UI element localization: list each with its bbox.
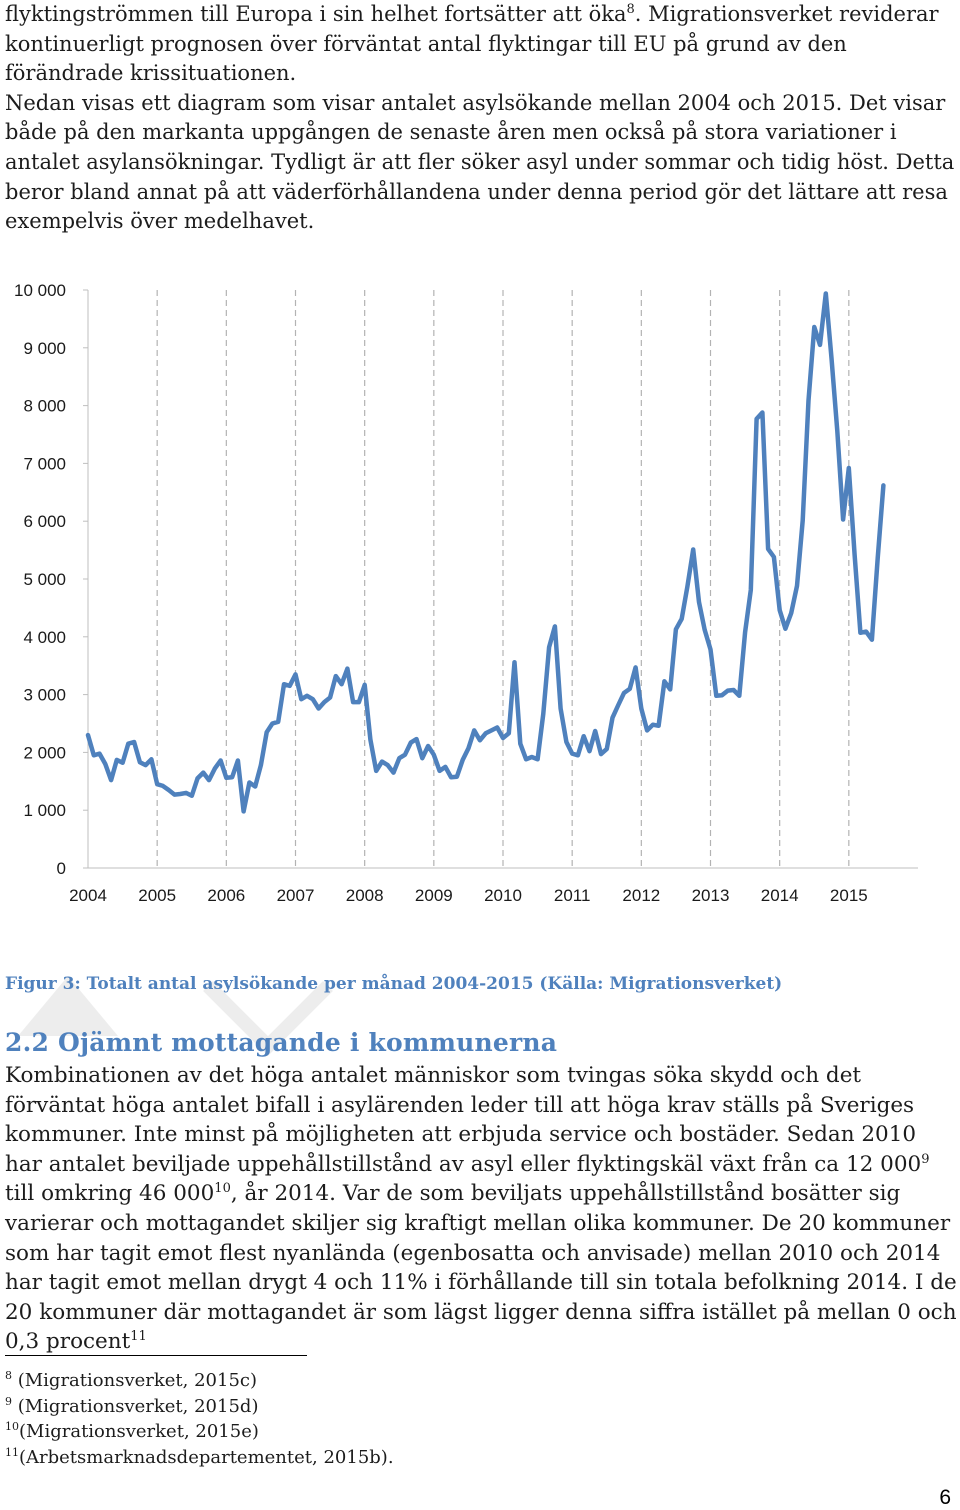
y-tick-label: 6 000 — [23, 512, 66, 532]
chart-grid — [157, 290, 849, 868]
footnote-text: (Arbetsmarknadsdepartementet, 2015b). — [19, 1446, 394, 1468]
footnote-ref[interactable]: 10 — [214, 1181, 231, 1197]
series-line — [88, 294, 883, 812]
footnote-ref[interactable]: 11 — [130, 1329, 147, 1345]
footnotes — [5, 1368, 394, 1470]
x-tick-label: 2008 — [345, 886, 384, 905]
x-tick-label: 2010 — [484, 886, 522, 905]
paragraph-text: till omkring 46 000 — [5, 1181, 215, 1207]
y-tick-label: 3 000 — [23, 685, 66, 705]
y-tick-label: 1 000 — [23, 801, 66, 821]
footnote-item — [5, 1368, 394, 1394]
asylum-seekers-line-chart — [0, 270, 960, 920]
footnote-text: (Migrationsverket, 2015d) — [12, 1395, 259, 1417]
y-tick-label: 9 000 — [23, 338, 66, 358]
x-axis-tick-labels — [69, 886, 868, 905]
paragraph-text: flyktingströmmen till Europa i sin helhet fortsätter att öka — [5, 2, 627, 26]
x-tick-label: 2015 — [829, 886, 868, 905]
paragraph-text: Nedan visas ett diagram som visar antalet asylsökande mellan 2004 och 2015. Det visar både på den markanta uppgången de senaste åren men också på stora variationer i antalet asylansökningar. Tydligt är att fler söker asyl under sommar och tidig höst. Detta beror bland annat på att väderförhållandena under denna period gör det lättare att resa exempelvis över medelhavet. — [5, 90, 955, 234]
y-tick-label: 10 000 — [14, 281, 66, 300]
footnote-text: (Migrationsverket, 2015c) — [12, 1370, 258, 1391]
footnote-item — [5, 1394, 394, 1420]
footnote-number: 9 — [5, 1394, 12, 1408]
figure-caption: Figur 3: Totalt antal asylsökande per månad 2004-2015 (Källa: Migrationsverket) — [5, 974, 783, 994]
x-tick-label: 2007 — [276, 886, 315, 905]
x-tick-label: 2014 — [760, 886, 799, 905]
section-heading: 2.2 Ojämnt mottagande i kommunerna — [5, 1028, 558, 1057]
y-tick-label: 0 — [56, 859, 66, 878]
footnote-number: 11 — [5, 1445, 19, 1459]
x-tick-label: 2005 — [138, 886, 177, 905]
y-tick-label: 2 000 — [23, 743, 66, 763]
footnote-item — [5, 1445, 394, 1471]
chart-series-group — [88, 293, 883, 811]
footnote-item — [5, 1419, 394, 1445]
x-tick-label: 2004 — [69, 886, 107, 905]
footnote-separator — [5, 1355, 307, 1356]
paragraph-text: . Migrationsverket reviderar kontinuerligt prognosen över förväntat antal flyktingar till EU på grund av den förändrade krissituationen. — [5, 2, 939, 86]
footnote-number: 8 — [5, 1369, 12, 1382]
y-tick-label: 8 000 — [23, 396, 66, 416]
page-number: 6 — [939, 1486, 951, 1509]
x-tick-label: 2011 — [553, 886, 591, 905]
y-tick-label: 4 000 — [23, 627, 66, 647]
footnote-ref[interactable]: 9 — [921, 1151, 930, 1167]
x-tick-label: 2006 — [207, 886, 246, 905]
footnote-text: (Migrationsverket, 2015e) — [19, 1421, 259, 1443]
paragraph-text: Kombinationen av det höga antalet människor som tvingas söka skydd och det förväntat höga antalet bifall i asylärenden leder till att höga krav ställs på Sveriges kommuner. Inte minst på möjligheten att erbjuda service och bostäder. Sedan 2010 har antalet beviljade uppehållstillstånd av asyl eller flyktingskäl växt från ca 12 000 — [5, 1063, 922, 1177]
x-tick-label: 2009 — [414, 886, 453, 905]
y-axis-tick-labels — [14, 281, 66, 878]
body-paragraph-intro — [5, 0, 955, 237]
footnote-number: 10 — [5, 1420, 19, 1434]
x-tick-label: 2013 — [691, 886, 730, 905]
y-tick-label: 5 000 — [23, 570, 66, 589]
x-tick-label: 2012 — [622, 886, 661, 905]
body-paragraph-main — [5, 1061, 957, 1357]
paragraph-text: , år 2014. Var de som beviljats uppehållstillstånd bosätter sig varierar och mottagandet skiljer sig kraftigt mellan olika kommuner. De 20 kommuner som har tagit emot flest nyanlända (egenbosatta och anvisade) mellan 2010 och 2014 har tagit emot mellan drygt 4 och 11% i förhållande till sin totala befolkning 2014. I de 20 kommuner där mottagandet är som lägst ligger denna siffra istället på mellan 0 och 0,3 procent — [5, 1181, 957, 1355]
footnote-ref[interactable]: 8 — [626, 2, 635, 17]
y-tick-label: 7 000 — [23, 454, 66, 474]
